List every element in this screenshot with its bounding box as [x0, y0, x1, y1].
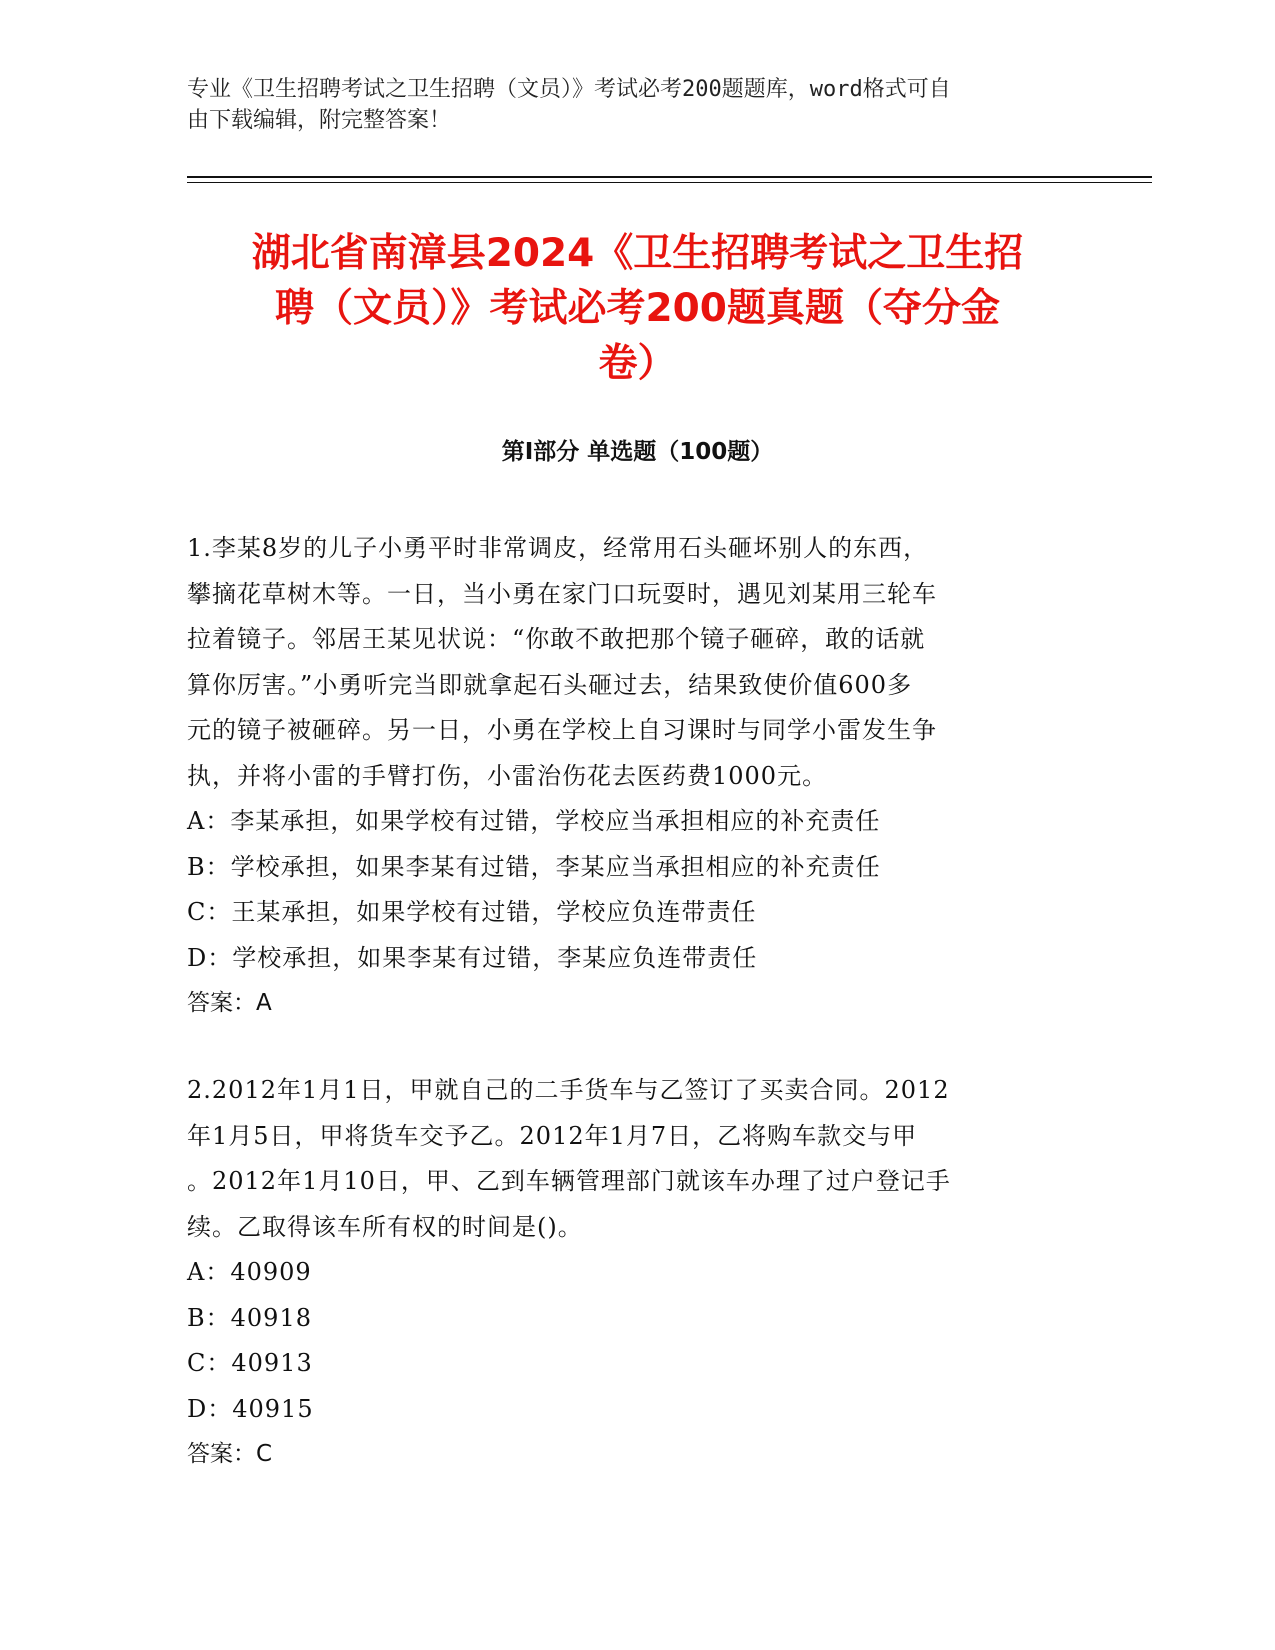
question-stem: [187, 526, 1087, 799]
answer: 答案：A: [187, 990, 272, 1016]
stem-line: 1.李某8岁的儿子小勇平时非常调皮，经常用石头砸坏别人的东西，: [187, 534, 929, 562]
option-d: D：40915: [187, 1394, 314, 1423]
header-note: [187, 74, 1067, 136]
header-divider-thick: [187, 176, 1152, 178]
stem-line: 年1月5日，甲将货车交予乙。2012年1月7日，乙将购车款交与甲: [187, 1121, 918, 1150]
question-1: [187, 526, 1087, 1027]
stem-line: 算你厉害。”小勇听完当即就拿起石头砸过去，结果致使价值600多: [187, 670, 913, 699]
title-line: 湖北省南漳县2024《卫生招聘考试之卫生招: [251, 231, 1024, 276]
question-stem: [187, 1068, 1087, 1250]
document-title: [150, 226, 1125, 391]
title-line: 卷）: [598, 341, 677, 386]
header-note-line: 由下载编辑，附完整答案！: [187, 108, 452, 133]
stem-line: 拉着镜子。邻居王某见状说：“你敢不敢把那个镜子砸碎，敢的话就: [187, 625, 926, 653]
stem-line: 攀摘花草树木等。一日，当小勇在家门口玩耍时，遇见刘某用三轮车: [187, 579, 937, 608]
stem-line: 续。乙取得该车所有权的时间是()。: [187, 1212, 583, 1241]
section-title: 第Ⅰ部分 单选题（100题）: [501, 439, 774, 465]
option-c: C：王某承担，如果学校有过错，学校应负连带责任: [187, 898, 757, 926]
stem-line: 2.2012年1月1日，甲就自己的二手货车与乙签订了买卖合同。2012: [187, 1076, 950, 1104]
stem-line: 执，并将小雷的手臂打伤，小雷治伤花去医药费1000元。: [187, 761, 828, 790]
option-b: B：40918: [187, 1303, 312, 1332]
option-a: A：40909: [187, 1258, 312, 1286]
option-a: A：李某承担，如果学校有过错，学校应当承担相应的补充责任: [187, 807, 881, 835]
question-2: [187, 1068, 1087, 1478]
title-line: 聘（文员）》考试必考200题真题（夺分金: [275, 286, 1000, 331]
header-divider-thin: [187, 182, 1152, 183]
header-note-line: 专业《卫生招聘考试之卫生招聘（文员）》考试必考200题题库，word格式可自: [187, 77, 951, 102]
option-c: C：40913: [187, 1349, 313, 1377]
stem-line: 。2012年1月10日，甲、乙到车辆管理部门就该车办理了过户登记手: [187, 1167, 951, 1195]
option-b: B：学校承担，如果李某有过错，李某应当承担相应的补充责任: [187, 852, 881, 881]
stem-line: 元的镜子被砸碎。另一日，小勇在学校上自习课时与同学小雷发生争: [187, 716, 937, 744]
option-d: D：学校承担，如果李某有过错，李某应负连带责任: [187, 943, 758, 972]
answer: 答案：C: [187, 1441, 273, 1467]
